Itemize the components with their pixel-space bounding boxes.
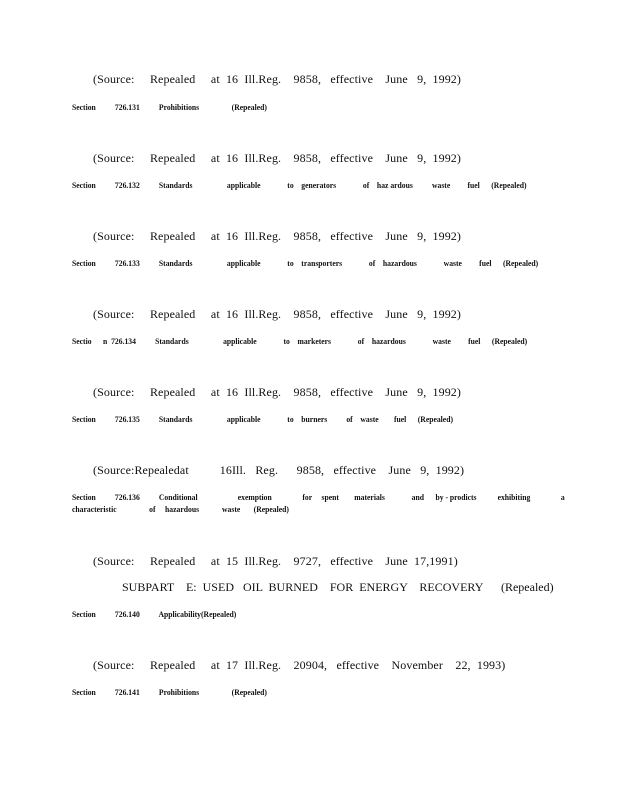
source-note-7: (Source: Repealed at 15 Ill.Reg. 9727, effective June 17,1991) xyxy=(93,554,458,568)
section-726-135: Section 726.135 Standards applicable to burners of waste fuel (Repealed) xyxy=(72,414,454,424)
section-726-132: Section 726.132 Standards applicable to generators of haz ardous waste fuel (Repealed) xyxy=(72,180,527,190)
source-note-2: (Source: Repealed at 16 Ill.Reg. 9858, effective June 9, 1992) xyxy=(93,151,461,165)
section-726-140: Section 726.140 Applicability(Repealed) xyxy=(72,609,237,619)
subpart-e-heading: SUBPART E: USED OIL BURNED FOR ENERGY RECOVERY (Repealed) xyxy=(122,580,554,594)
section-726-131: Section 726.131 Prohibitions (Repealed) xyxy=(72,102,267,112)
source-note-8: (Source: Repealed at 17 Ill.Reg. 20904, effective November 22, 1993) xyxy=(93,658,506,672)
source-note-4: (Source: Repealed at 16 Ill.Reg. 9858, effective June 9, 1992) xyxy=(93,307,461,321)
section-726-141: Section 726.141 Prohibitions (Repealed) xyxy=(72,687,267,697)
source-note-1: (Source: Repealed at 16 Ill.Reg. 9858, effective June 9, 1992) xyxy=(93,72,461,86)
section-726-136: Section 726.136 Conditional exemption for spent materials and by - prodicts exhibiting a characteristic of hazardous waste (Repealed) xyxy=(72,492,565,514)
section-726-133: Section 726.133 Standards applicable to transporters of hazardous waste fuel (Repealed) xyxy=(72,258,539,268)
source-note-3: (Source: Repealed at 16 Ill.Reg. 9858, effective June 9, 1992) xyxy=(93,229,461,243)
section-726-134: Sectio n 726.134 Standards applicable to marketers of hazardous waste fuel (Repealed) xyxy=(72,336,528,346)
source-note-5: (Source: Repealed at 16 Ill.Reg. 9858, effective June 9, 1992) xyxy=(93,385,461,399)
source-note-6: (Source:Repealedat 16Ill. Reg. 9858, effective June 9, 1992) xyxy=(93,463,465,477)
